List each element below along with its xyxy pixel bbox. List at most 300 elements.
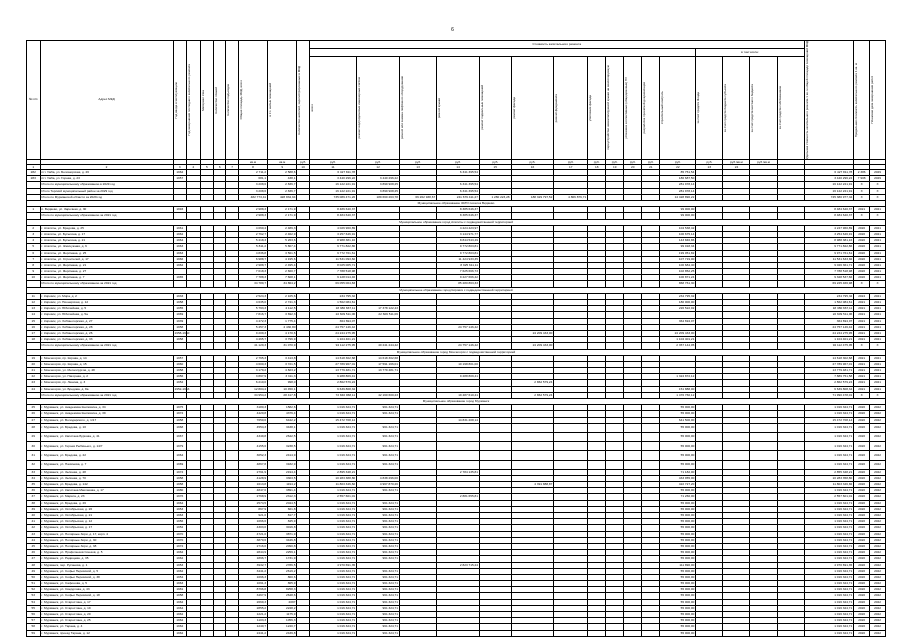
table-cell: г. Кировск, ул. Хибиногорская, д. 28 — [40, 324, 173, 330]
table-cell: 281 978,14 — [660, 188, 696, 194]
table-row — [27, 432, 886, 441]
table-cell: 428 834,94 — [268, 194, 297, 200]
table-cell: 5 263,6 — [268, 238, 297, 244]
table-cell: 58 — [27, 624, 41, 630]
table-cell: 1 016 324,71 — [804, 411, 854, 417]
table-cell: 1970 — [173, 531, 187, 537]
table-cell: 1 016 324,71 — [804, 587, 854, 593]
table-cell: 1 016 324,71 — [309, 574, 356, 580]
table-cell: г. Мончегорск, ул. Бредова, д. 8а — [40, 386, 173, 392]
table-cell: 2021 — [870, 262, 886, 268]
table-cell: X — [870, 194, 886, 200]
table-cell: 241 679 411,27 — [437, 194, 480, 200]
table-cell — [200, 630, 214, 636]
table-cell: 14 428 890,22 — [660, 194, 696, 200]
table-cell: 19 487 610,41 — [437, 392, 480, 398]
table-cell: г. Мурманск, ул. Софьи Перовской, д. 38 — [40, 574, 173, 580]
hdr-cost-col: установка коллективных (общедомовых) ПУ — [624, 76, 629, 139]
table-cell: 1 775,4 — [268, 318, 297, 324]
hdr-col-number: 8 — [238, 165, 267, 170]
table-cell: 2021 — [854, 386, 870, 392]
table-cell: 961 324,71 — [357, 411, 400, 417]
table-cell: 35 — [27, 482, 41, 488]
table-cell: 3 897,9 — [238, 374, 267, 380]
table-cell: 34 954,2 — [238, 392, 267, 398]
table-cell — [511, 442, 554, 451]
hdr-col-number: 19 — [606, 165, 624, 170]
table-cell — [554, 432, 588, 441]
table-cell: 234 795,32 — [309, 293, 356, 299]
table-cell: 1 016 324,71 — [804, 432, 854, 441]
table-cell: 24 244 275,95 — [309, 330, 356, 336]
table-cell: 22 609 511,06 — [309, 312, 356, 318]
table-cell: 2022 — [870, 460, 886, 469]
table-cell: 2021 — [854, 337, 870, 343]
table-cell: 2022 — [870, 417, 886, 423]
table-cell: 2021 — [870, 244, 886, 250]
hdr-cost-col: всего — [309, 104, 314, 112]
table-cell: 16 122 221,91 — [309, 188, 356, 194]
table-cell: 1 016 324,71 — [804, 630, 854, 636]
table-cell: 40 241 244,42 — [357, 343, 400, 349]
table-cell: 1 016 324,71 — [309, 506, 356, 512]
hdr-col-number: 12 — [357, 165, 400, 170]
table-cell: г. Мурманск, ул. Капитана Буркова, д. 41 — [40, 432, 173, 441]
table-cell: г. Кировск, ул. Хибиногорская, д. 33 — [40, 337, 173, 343]
table-cell: 2020 — [854, 432, 870, 441]
table-cell: 2020 — [854, 469, 870, 475]
table-cell: 4 866 876,71 — [554, 194, 588, 200]
table-cell: 1960 — [173, 361, 187, 367]
table-cell: 2020 — [854, 460, 870, 469]
table-cell: г. Мурманск, ул. Октябрьская, д. 21 — [40, 513, 173, 519]
table-cell: г. Мурманск, ул. Старостина, д. 19 — [40, 605, 173, 611]
table-cell: 55 000,00 — [660, 451, 696, 460]
table-cell: г. Мурманск, ул. Академика Книповича, д. 39 — [40, 411, 173, 417]
table-cell: 2021 — [870, 374, 886, 380]
table-cell: 2020 — [854, 587, 870, 593]
table-cell — [554, 630, 588, 636]
table-cell: 860,6 — [268, 574, 297, 580]
table-cell: 681,1 — [238, 176, 267, 182]
table-cell — [214, 460, 226, 469]
table-cell: 961 324,71 — [357, 556, 400, 562]
table-cell: 8 988 381,16 — [309, 238, 356, 244]
table-cell: 226 522,02 — [660, 306, 696, 312]
table-cell: 8 844 543,49 — [437, 238, 480, 244]
table-cell: 23 — [27, 380, 41, 386]
table-cell: Итого по Мурманской области за 2029 год — [40, 194, 173, 200]
table-cell: X — [870, 188, 886, 194]
table-cell: 2022 — [870, 574, 886, 580]
table-cell: 1964 — [173, 238, 187, 244]
table-cell: 2 862 579,24 — [511, 380, 554, 386]
table-cell: 2021 — [854, 380, 870, 386]
table-cell: 1 016 324,71 — [309, 405, 356, 411]
table-cell: г. Мурманск, ул. Героев Рыбачьего, д. 14/7 — [40, 442, 173, 451]
table-cell: 4 838 296,00 — [357, 475, 400, 481]
table-cell: 29 — [27, 432, 41, 441]
table-cell: X — [854, 392, 870, 398]
table-cell: 2020 — [854, 475, 870, 481]
table-cell: 4 195,6 — [268, 256, 297, 262]
table-cell: 961 324,71 — [357, 405, 400, 411]
table-cell: 2021 — [870, 293, 886, 299]
table-cell: 9 771 822,86 — [309, 244, 356, 250]
table-cell: 8 484 640,37 — [804, 207, 854, 213]
table-cell: 438,1 — [268, 176, 297, 182]
table-cell: 961 324,71 — [357, 432, 400, 441]
table-cell: 2020 — [854, 494, 870, 500]
table-cell — [511, 630, 554, 636]
table-cell: 8 484 640,37 — [804, 213, 854, 219]
table-cell: 1 — [27, 207, 41, 213]
table-cell: 1962 — [173, 612, 187, 618]
table-cell: 1 562 084,61 — [309, 300, 356, 306]
table-cell: г. Мурманск, ул. Полярные Зори, д. 17, корп. 4 — [40, 531, 173, 537]
table-cell: 1963 — [173, 250, 187, 256]
table-cell — [480, 423, 512, 432]
table-cell: 1 104 401,21 — [309, 337, 356, 343]
table-row — [27, 442, 886, 451]
table-cell: 55 000,00 — [660, 525, 696, 531]
table-cell: 482 773,41 — [238, 194, 267, 200]
table-cell: 46 — [27, 550, 41, 556]
table-cell: 1 016 324,71 — [804, 537, 854, 543]
table-cell: 4847,0 — [238, 488, 267, 494]
hdr-cost-col: разработка проектной документации — [642, 82, 647, 134]
table-cell: г. Апатиты, ул. Бредова, д. 25 — [40, 225, 173, 231]
table-cell: 9 772 761,61 — [309, 250, 356, 256]
table-cell: 4 836,8 — [238, 250, 267, 256]
table-cell: 735 089 471,26 — [309, 194, 356, 200]
table-cell: 18 380 667,11 — [309, 306, 356, 312]
table-cell: г. Кировск, ул. Пионерская, д. 12 — [40, 300, 173, 306]
table-cell: 1 476 760,12 — [660, 392, 696, 398]
table-cell — [200, 451, 214, 460]
table-cell: 1962 — [173, 262, 187, 268]
table-cell: 24 757 146,42 — [804, 324, 854, 330]
table-cell: 2791,9 — [238, 469, 267, 475]
hdr-col-number: 4 — [187, 165, 201, 170]
table-cell: г. Мурманск, ул. Полярные Зори, д. 30 — [40, 537, 173, 543]
table-cell: 961 324,71 — [357, 537, 400, 543]
table-cell: 10 283 388,80 — [309, 475, 356, 481]
table-cell: 2022 — [870, 599, 886, 605]
table-cell: 1956 — [173, 519, 187, 525]
table-cell: 99 018,34 — [660, 244, 696, 250]
table-cell: 1964 — [173, 500, 187, 506]
hdr-unit: руб. — [554, 160, 588, 165]
table-cell: 13 — [27, 306, 41, 312]
table-cell: 53 — [27, 593, 41, 599]
table-cell: 2 386 — [854, 170, 870, 176]
table-cell: 2 881 655,81 — [437, 494, 480, 500]
table-cell: 24 757 146,42 — [309, 324, 356, 330]
table-cell: 1975 — [173, 405, 187, 411]
table-cell — [399, 451, 436, 460]
table-cell: 2044,5 — [268, 500, 297, 506]
table-cell: г. Апатиты, ул. Ферсмана, д. 25 — [40, 250, 173, 256]
table-cell: 868 761,30 — [660, 281, 696, 287]
table-cell: 1 016 324,71 — [309, 432, 356, 441]
table-cell: 2021 — [854, 324, 870, 330]
table-cell: 55 000,00 — [660, 423, 696, 432]
table-cell: 6 210,0 — [238, 380, 267, 386]
hdr-unit: руб. — [297, 160, 309, 165]
table-cell: г. Мончегорск, ул. Нагорная, д. 2 — [40, 374, 173, 380]
table-cell: 2 836,7 — [268, 188, 297, 194]
table-cell — [777, 451, 804, 460]
table-cell: 8796,8 — [238, 587, 267, 593]
table-cell — [723, 630, 750, 636]
table-cell: 2669,3 — [238, 599, 267, 605]
table-cell: 55 000,00 — [660, 605, 696, 611]
hdr-unit: руб./кв.м — [723, 160, 750, 165]
table-cell: 2 862 579,24 — [309, 380, 356, 386]
hdr-unit: руб. — [606, 160, 624, 165]
table-cell: 2 823 715,24 — [437, 562, 480, 568]
table-cell: 17 — [27, 330, 41, 336]
table-cell: 3932,7 — [238, 562, 267, 568]
table-cell: 55 000,00 — [660, 568, 696, 574]
table-cell: 2022 — [870, 405, 886, 411]
table-cell: 1 016 324,71 — [309, 488, 356, 494]
table-cell: 2020 — [854, 275, 870, 281]
table-cell: 1 016 324,71 — [804, 488, 854, 494]
table-cell: 2439,8 — [268, 630, 297, 636]
table-cell: 7 908 — [854, 176, 870, 182]
table-cell: 1962 — [173, 556, 187, 562]
table-cell: 55 000,00 — [660, 612, 696, 618]
table-cell: 34 864,2 — [268, 281, 297, 287]
table-cell — [554, 423, 588, 432]
table-cell: 2 495,4 — [268, 262, 297, 268]
hdr-col-number: 24 — [723, 165, 750, 170]
table-cell: 37 — [27, 494, 41, 500]
table-cell: 2021 — [870, 306, 886, 312]
table-cell: 961 324,71 — [357, 488, 400, 494]
table-cell: 2021 — [854, 300, 870, 306]
table-cell: 54 — [27, 599, 41, 605]
hdr-of-which: в том числе: — [696, 49, 804, 56]
table-cell: 2021 — [870, 324, 886, 330]
table-cell: 2021 — [870, 380, 886, 386]
table-cell — [437, 630, 480, 636]
hdr-col-number: 22 — [660, 165, 696, 170]
table-cell: 1 016 324,71 — [804, 624, 854, 630]
table-cell: 661,8 — [268, 506, 297, 512]
table-cell: 8 385 646,37 — [437, 213, 480, 219]
table-cell: пгт. Умба, ул. Горная, д. 23 — [40, 176, 173, 182]
table-cell: 199 051,82 — [660, 250, 696, 256]
table-cell: г. Мурманск, ул. Октябрьская, д. 12 — [40, 519, 173, 525]
table-cell: 18 380 667,11 — [804, 306, 854, 312]
table-cell: 100 871,24 — [660, 275, 696, 281]
table-cell: 3238,5 — [268, 442, 297, 451]
table-cell: 55 000,00 — [660, 550, 696, 556]
table-cell: 9 772 803,81 — [437, 250, 480, 256]
table-cell: 2021 — [870, 225, 886, 231]
table-cell: 2022 — [870, 519, 886, 525]
table-cell: 21 — [27, 368, 41, 374]
table-cell: 104 538,42 — [660, 225, 696, 231]
table-cell: 55 000,00 — [660, 618, 696, 624]
table-cell — [723, 432, 750, 441]
table-cell: 2020 — [854, 581, 870, 587]
table-cell: 3441,2 — [238, 568, 267, 574]
table-cell: г. Мурманск, ул. Бредова, д. 26 — [40, 500, 173, 506]
table-cell: 2022 — [870, 411, 886, 417]
table-cell: 1958 — [173, 417, 187, 423]
table-cell — [187, 432, 201, 441]
table-cell: 2786,5 — [268, 562, 297, 568]
table-cell: 1 016 324,71 — [309, 411, 356, 417]
table-cell: X — [854, 194, 870, 200]
table-cell: 22 609 511,06 — [357, 312, 400, 318]
table-cell — [226, 442, 238, 451]
table-cell: 1 016 324,71 — [309, 605, 356, 611]
table-cell: 1952 — [173, 525, 187, 531]
table-cell: 2022 — [870, 587, 886, 593]
table-cell — [437, 423, 480, 432]
table-cell: 3 899 908,25 — [357, 188, 400, 194]
table-cell: г. Мурманск, ул. Бредова, д. 142 — [40, 482, 173, 488]
table-cell: 27 — [27, 417, 41, 423]
table-cell: 2022 — [870, 500, 886, 506]
table-cell: г. Кировск, ул. Мира, д. 2 — [40, 293, 173, 299]
table-cell: 1952 — [173, 380, 187, 386]
table-cell: 1963 — [173, 513, 187, 519]
table-cell: 55 000,00 — [660, 630, 696, 636]
table-cell — [297, 460, 309, 469]
table-cell: 186 687,50 — [660, 176, 696, 182]
table-cell: 20 — [27, 361, 41, 367]
hdr-col-number: 15 — [480, 165, 512, 170]
table-cell: 2020 — [854, 423, 870, 432]
table-cell: 1993 — [173, 207, 187, 213]
table-cell: 31 — [27, 451, 41, 460]
table-cell: 7 018,3 — [238, 269, 267, 275]
table-cell: 9 971 761,61 — [804, 250, 854, 256]
table-cell: г. Мончегорск, пр. Кирова, д. 14 — [40, 355, 173, 361]
table-cell: 998,0 — [268, 380, 297, 386]
table-cell: 7 788 518,98 — [309, 269, 356, 275]
table-cell: 6 427 811,78 — [309, 170, 356, 176]
table-cell — [696, 423, 723, 432]
table-cell: 961 324,71 — [357, 423, 400, 432]
table-cell: 2020 — [854, 519, 870, 525]
table-cell: 2021 — [854, 368, 870, 374]
table-cell: 1 016 324,71 — [804, 556, 854, 562]
table-cell: 2 588,6 — [268, 170, 297, 176]
table-cell: 1091,3 — [238, 581, 267, 587]
table-cell — [777, 442, 804, 451]
table-cell: 10 283 358,80 — [804, 475, 854, 481]
table-cell — [399, 442, 436, 451]
table-cell — [642, 442, 660, 451]
table-cell: 2022 — [870, 525, 886, 531]
table-cell: 4 465,7 — [238, 337, 267, 343]
hdr-cost-group: Стоимость капитального ремонта — [309, 41, 804, 49]
table-cell: 283 — [27, 176, 41, 182]
table-cell: 1955 — [173, 306, 187, 312]
table-cell: 2 357 144,05 — [660, 343, 696, 349]
table-cell: 2020 — [854, 244, 870, 250]
table-cell: 55 000,00 — [660, 624, 696, 630]
table-cell: 961 324,71 — [357, 451, 400, 460]
table-cell: г. Мурманск, ул. Марата, д. 23 — [40, 494, 173, 500]
hdr-unit: руб. — [357, 160, 400, 165]
table-cell: 2021 — [870, 337, 886, 343]
table-cell: 2 171,9 — [268, 213, 297, 219]
table-cell: Итого по муниципальному образованию за 2021 год — [40, 213, 173, 219]
table-cell: 1 324 872,12 — [660, 374, 696, 380]
table-cell: 6 639 808,34 — [309, 386, 356, 392]
table-cell: 3871,9 — [268, 531, 297, 537]
table-cell — [200, 460, 214, 469]
table-cell: г. Кировск, ул. Хибиногорская, д. 26 — [40, 330, 173, 336]
table-cell: 55 000,00 — [660, 587, 696, 593]
table-cell: 1972 — [173, 411, 187, 417]
table-cell: 8 025 005,71 — [309, 262, 356, 268]
table-cell: г. Мурманск, ул. Полярные Зори, д. 38 — [40, 543, 173, 549]
table-cell: 433 955,00 — [660, 475, 696, 481]
table-cell: 961 324,71 — [357, 587, 400, 593]
table-cell: 1933 — [173, 293, 187, 299]
table-cell: 151 888,00 — [660, 386, 696, 392]
table-cell: 45 — [27, 543, 41, 549]
table-cell: 1 016 324,71 — [309, 581, 356, 587]
table-cell: 2021 — [854, 207, 870, 213]
table-cell: 4 430,80 — [268, 324, 297, 330]
table-cell — [588, 451, 606, 460]
table-cell: 55 — [27, 605, 41, 611]
table-cell: 16 122 221,91 — [804, 188, 854, 194]
hdr-col-number: 6 — [214, 165, 226, 170]
table-cell: 4128,9 — [238, 475, 267, 481]
hdr-col-number: 10 — [297, 165, 309, 170]
table-cell: 1963 — [173, 581, 187, 587]
table-cell: 1957 — [173, 176, 187, 182]
table-cell: 6 — [27, 250, 41, 256]
table-cell: 94 112 275,95 — [309, 343, 356, 349]
table-cell: 961 324,71 — [357, 612, 400, 618]
table-cell — [642, 460, 660, 469]
table-cell: X — [870, 182, 886, 188]
hdr-col-number: 21 — [642, 165, 660, 170]
table-cell: 8 486 640,37 — [309, 207, 356, 213]
table-cell: г. Мурманск, ул. Нахимова, д. 7 — [40, 460, 173, 469]
table-cell: 2020 — [854, 556, 870, 562]
table-cell: X — [854, 188, 870, 194]
table-cell: 3 561,5 — [268, 250, 297, 256]
table-cell: 1056,3 — [268, 618, 297, 624]
table-cell: 3180,3 — [238, 405, 267, 411]
hdr-max-cost: Предельная стоимость капитального ремонта 1 кв. м — [854, 62, 859, 138]
table-cell: 1962 — [173, 231, 187, 237]
table-cell: г. Кировск, ул. Юбилейная, д. 5 — [40, 306, 173, 312]
table-cell: 1 016 324,71 — [309, 513, 356, 519]
table-cell: 4303,0 — [238, 525, 267, 531]
table-cell: 961 324,71 — [357, 531, 400, 537]
table-cell — [226, 451, 238, 460]
table-cell: 2 711,2 — [238, 170, 267, 176]
table-cell — [696, 451, 723, 460]
table-cell — [511, 423, 554, 432]
table-cell: 961 324,71 — [357, 630, 400, 636]
table-cell: 1 016 324,71 — [804, 618, 854, 624]
